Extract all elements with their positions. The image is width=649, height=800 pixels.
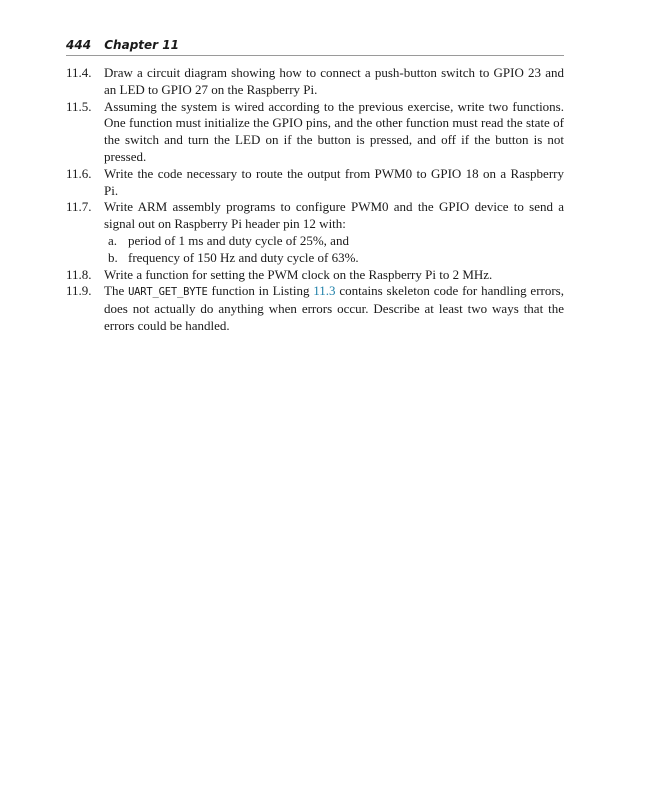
exercise-text bbox=[104, 283, 564, 334]
subitem-text: period of 1 ms and duty cycle of 25%, and bbox=[128, 232, 349, 248]
exercise-text: Write ARM assembly programs to configure PWM0 and the GPIO device to send a signal out on Raspberry Pi header pin 12 with: bbox=[104, 199, 564, 232]
exercise-text: Write a function for setting the PWM clock on the Raspberry Pi to 2 MHz. bbox=[104, 266, 493, 282]
chapter-title: Chapter 11 bbox=[104, 38, 179, 52]
exercise-11-9 bbox=[66, 283, 564, 334]
subitem-a bbox=[108, 233, 564, 250]
exercise-subitems bbox=[104, 233, 564, 267]
text-fragment: function in Listing bbox=[207, 283, 314, 299]
subitem-label: a. bbox=[108, 232, 118, 248]
exercise-11-5 bbox=[66, 99, 564, 166]
text-fragment: contains skeleton code for handling errors, does not actually do anything when errors occur. Describe at least two ways that the errors could be handled. bbox=[104, 283, 564, 333]
exercise-number: 11.8. bbox=[66, 266, 92, 282]
exercise-number: 11.7. bbox=[66, 199, 92, 215]
exercise-text: Write the code necessary to route the output from PWM0 to GPIO 18 on a Raspberry Pi. bbox=[104, 165, 564, 198]
exercise-11-7 bbox=[66, 199, 564, 266]
exercise-number: 11.9. bbox=[66, 283, 92, 299]
running-head bbox=[66, 36, 564, 56]
exercise-number: 11.6. bbox=[66, 165, 92, 181]
text-fragment: The bbox=[104, 283, 129, 299]
exercise-text: Draw a circuit diagram showing how to connect a push-button switch to GPIO 23 and an LED to GPIO 27 on the Raspberry Pi. bbox=[104, 65, 564, 97]
exercise-11-4 bbox=[66, 65, 564, 99]
exercise-11-6 bbox=[66, 166, 564, 200]
exercise-list bbox=[66, 65, 564, 335]
exercise-number: 11.5. bbox=[66, 98, 92, 114]
code-function-name: UART_GET_BYTE bbox=[128, 286, 208, 299]
subitem-label: b. bbox=[108, 249, 118, 265]
subitem-b bbox=[108, 250, 564, 267]
exercise-text: Assuming the system is wired according to the previous exercise, write two functions. One function must initialize the GPIO pins, and the other function must read the state of the switch and turn the LED on if the button is pressed, and off if the button is not pressed. bbox=[104, 98, 564, 164]
page-number: 444 bbox=[66, 38, 92, 52]
exercise-11-8 bbox=[66, 267, 564, 284]
subitem-text: frequency of 150 Hz and duty cycle of 63%. bbox=[128, 249, 359, 265]
listing-reference-link[interactable]: 11.3 bbox=[313, 283, 336, 299]
exercise-number: 11.4. bbox=[66, 65, 92, 80]
